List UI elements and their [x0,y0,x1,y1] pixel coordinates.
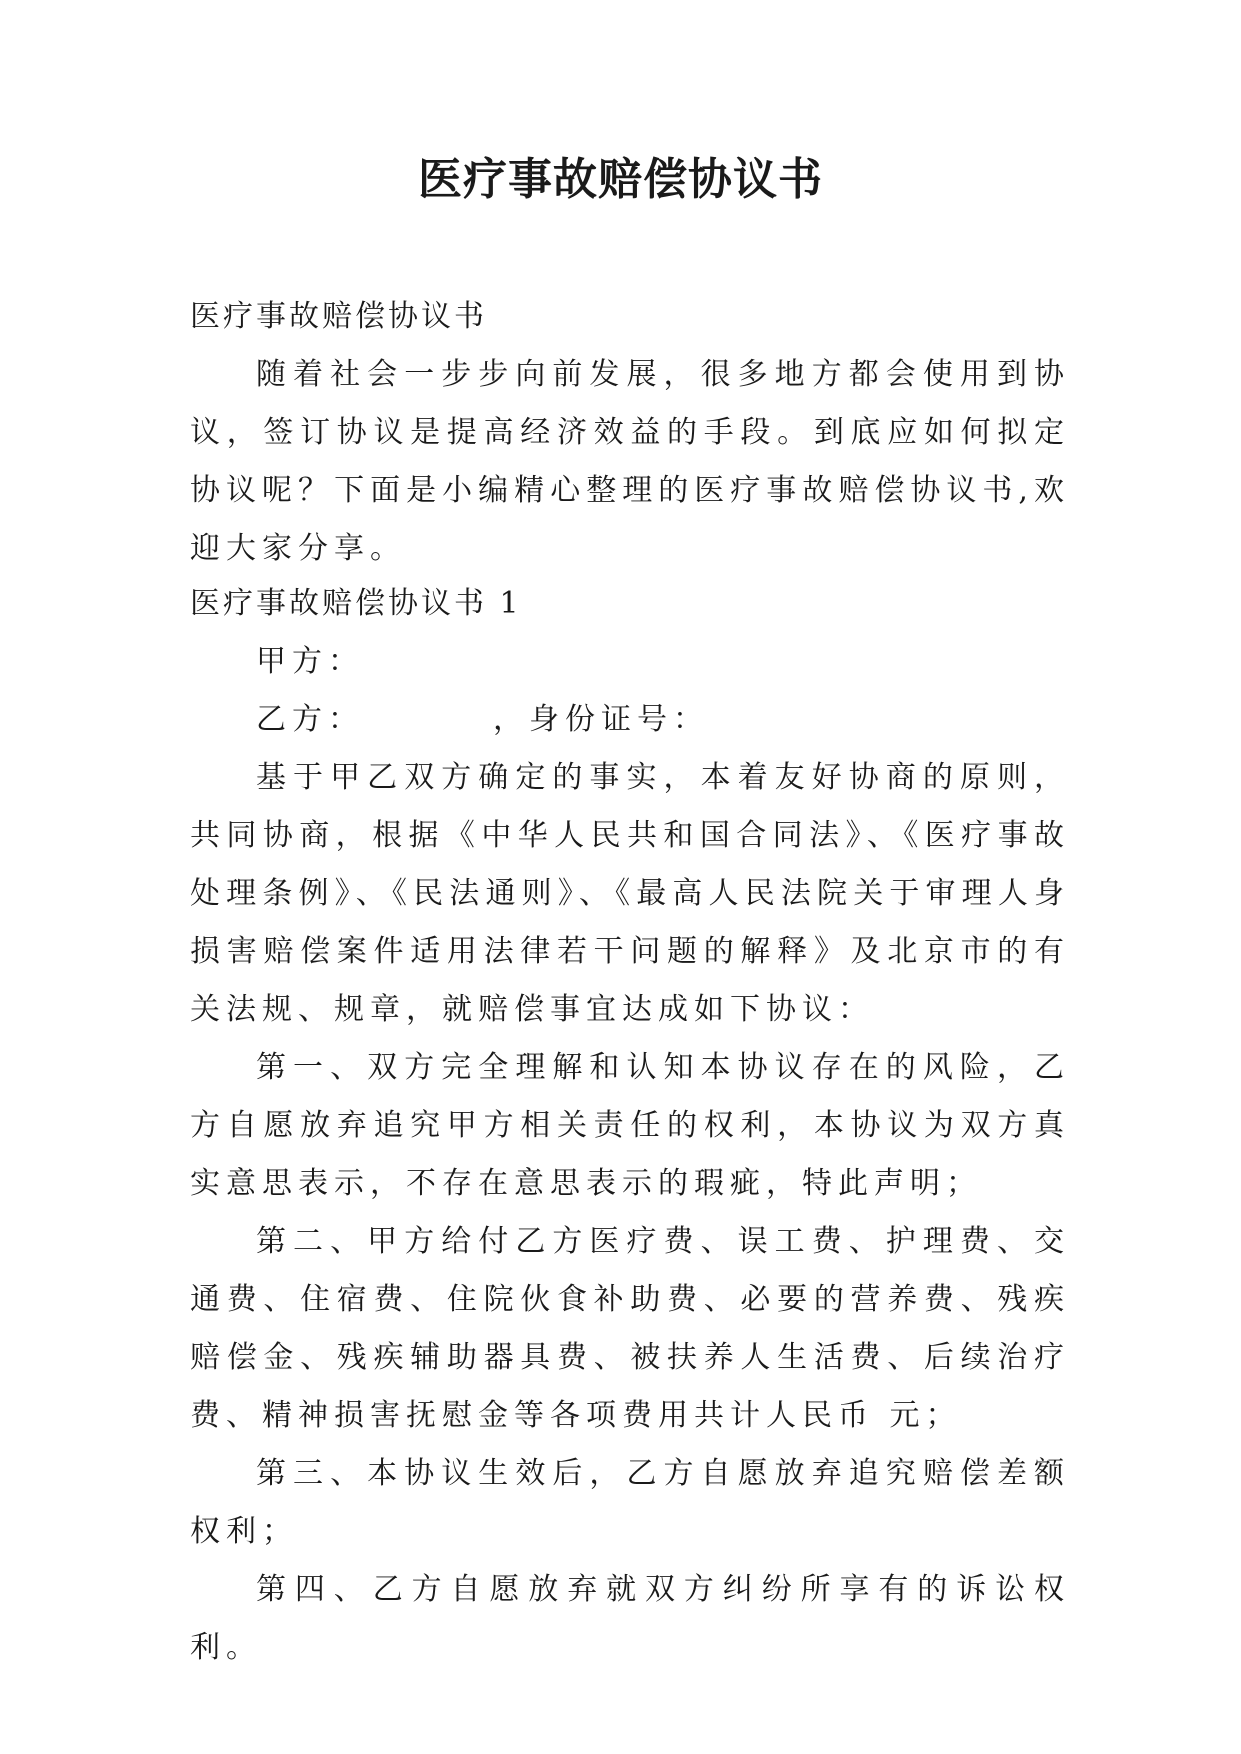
clause-3: 第三、本协议生效后，乙方自愿放弃追究赔偿差额权利； [190,1456,1070,1549]
document-title: 医疗事故赔偿协议书 [418,154,823,205]
basis-paragraph: 基于甲乙双方确定的事实，本着友好协商的原则，共同协商，根据《中华人民共和国合同法》、《医疗事故处理条例》、《民法通则》、《最高人民法院关于审理人身损害赔偿案件适用法律若干问题的解释》及北京市的有关法规、规章，就赔偿事宜达成如下协议： [190,760,1070,1027]
clause-1: 第一、双方完全理解和认知本协议存在的风险，乙方自愿放弃追究甲方相关责任的权利，本协议为双方真实意思表示，不存在意思表示的瑕疵，特此声明； [190,1050,1070,1201]
party-a-line: 甲方： [256,644,364,679]
intro-heading: 医疗事故赔偿协议书 [190,299,487,334]
intro-paragraph: 随着社会一步步向前发展，很多地方都会使用到协议，签订协议是提高经济效益的手段。到底应如何拟定协议呢？下面是小编精心整理的医疗事故赔偿协议书,欢迎大家分享。 [190,357,1070,566]
section-heading: 医疗事故赔偿协议书 1 [190,586,522,621]
intro-block [190,288,1070,578]
clause-2: 第二、甲方给付乙方医疗费、误工费、护理费、交通费、住宿费、住院伙食补助费、必要的营养费、残疾赔偿金、残疾辅助器具费、被扶养人生活费、后续治疗费、精神损害抚慰金等各项费用共计人民币 元； [190,1224,1070,1433]
agreement-block [190,575,1070,1677]
party-b-line: 乙方： ，身份证号： [256,702,709,737]
clause-4: 第四、乙方自愿放弃就双方纠纷所享有的诉讼权利。 [190,1572,1070,1665]
